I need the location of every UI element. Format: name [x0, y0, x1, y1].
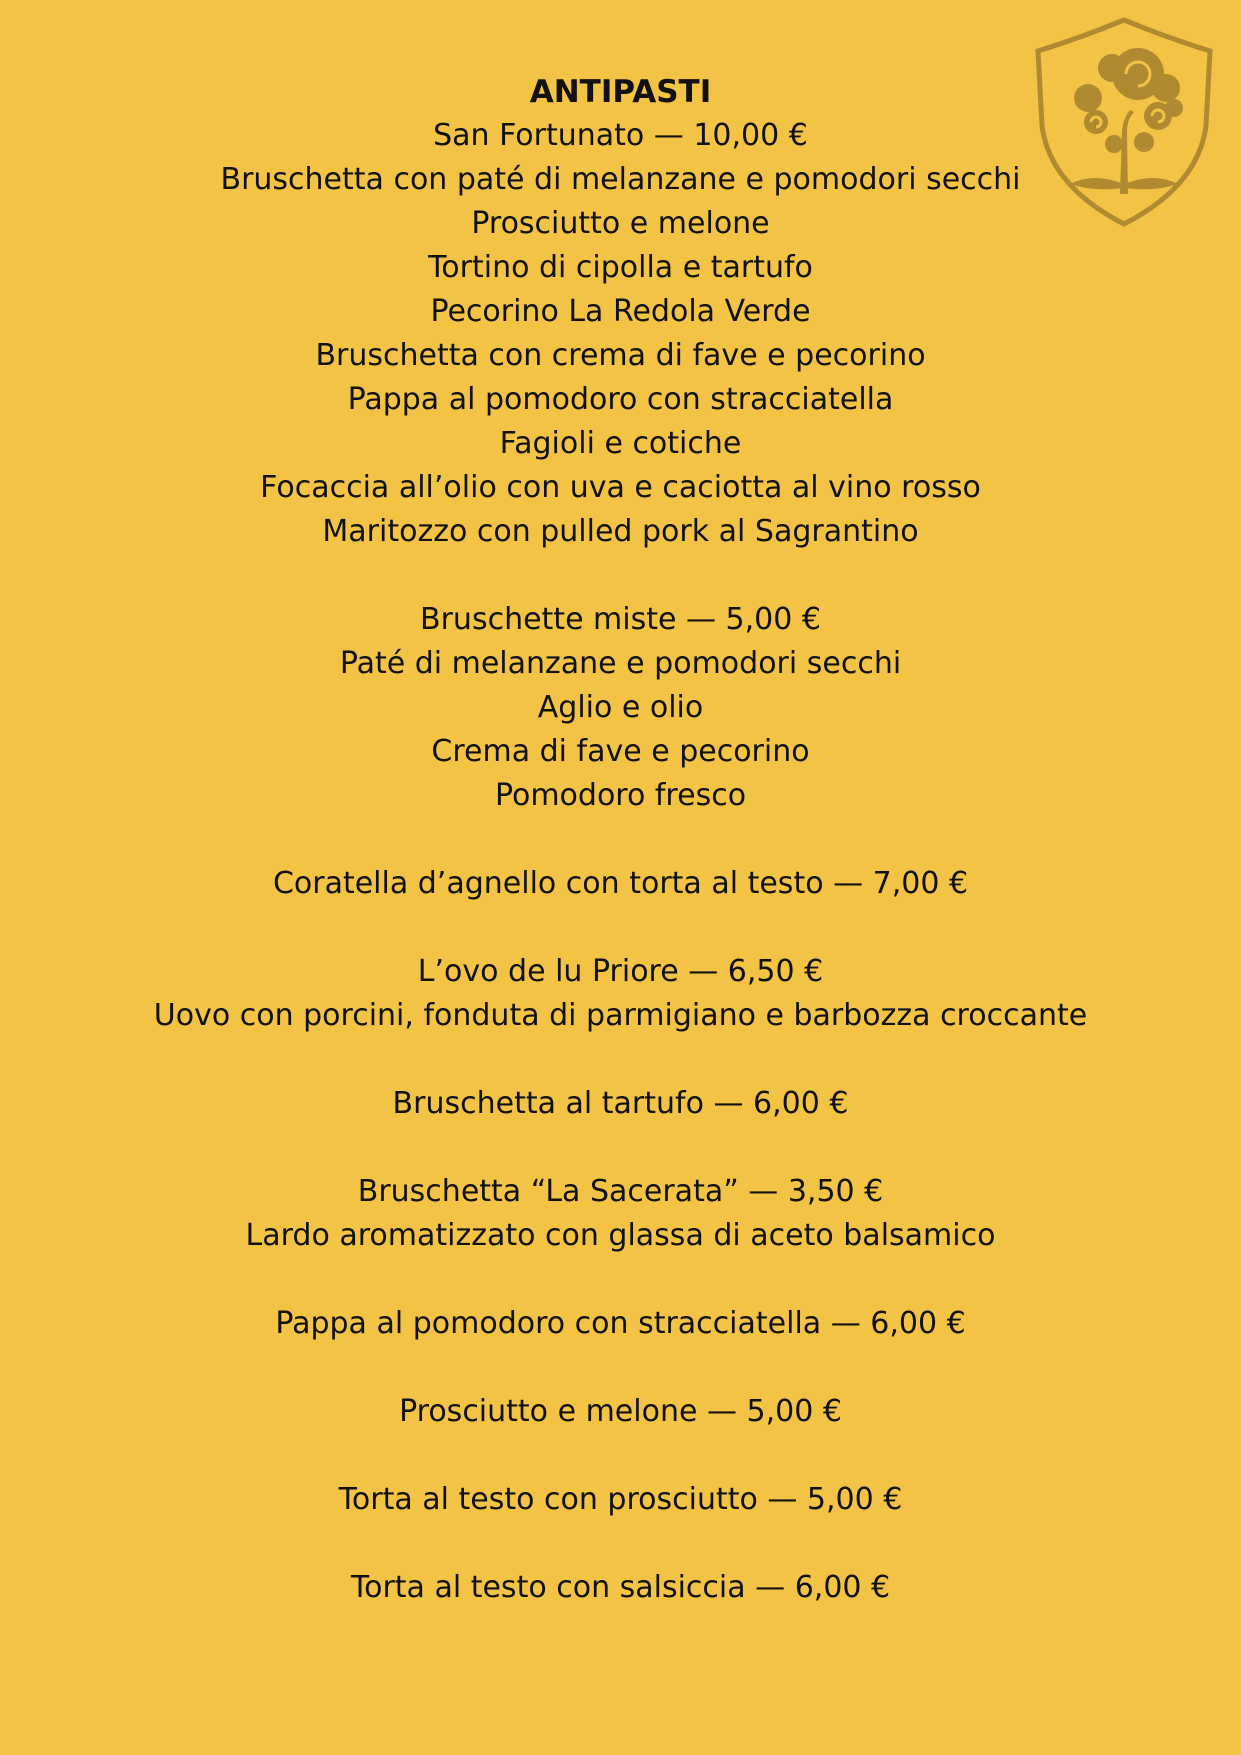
menu-body	[0, 70, 1241, 1610]
section-spacer	[0, 1434, 1241, 1478]
menu-item-heading: Bruschetta al tartufo — 6,00 €	[392, 1086, 849, 1121]
menu-item-heading: San Fortunato — 10,00 €	[433, 118, 808, 153]
menu-item-description: Paté di melanzane e pomodori secchi	[339, 646, 902, 681]
menu-item-heading: L’ovo de lu Priore — 6,50 €	[417, 954, 824, 989]
menu-item-heading: Torta al testo con salsiccia — 6,00 €	[350, 1570, 891, 1605]
section-spacer	[0, 818, 1241, 862]
menu-item-description: Uovo con porcini, fonduta di parmigiano e barbozza croccante	[153, 998, 1088, 1033]
section-spacer	[0, 1346, 1241, 1390]
menu-item-heading: Coratella d’agnello con torta al testo — 7,00 €	[272, 866, 969, 901]
section-spacer	[0, 1258, 1241, 1302]
menu-item-description: Bruschetta con crema di fave e pecorino	[315, 338, 926, 373]
section-spacer	[0, 1126, 1241, 1170]
menu-item-description: Pappa al pomodoro con stracciatella	[347, 382, 894, 417]
section-spacer	[0, 1522, 1241, 1566]
menu-item-heading: Torta al testo con prosciutto — 5,00 €	[338, 1482, 903, 1517]
section-spacer	[0, 906, 1241, 950]
menu-item-description: Prosciutto e melone	[471, 206, 770, 241]
menu-item-description: Fagioli e cotiche	[499, 426, 742, 461]
menu-item-description: Pecorino La Redola Verde	[430, 294, 811, 329]
menu-item-description: Aglio e olio	[537, 690, 704, 725]
menu-item-description: Tortino di cipolla e tartufo	[428, 250, 813, 285]
menu-item-description: Bruschetta con paté di melanzane e pomodori secchi	[220, 162, 1021, 197]
menu-item-description: Crema di fave e pecorino	[431, 734, 810, 769]
menu-item-description: Pomodoro fresco	[494, 778, 747, 813]
menu-item-heading: Bruschetta “La Sacerata” — 3,50 €	[357, 1174, 884, 1209]
menu-item-description: Lardo aromatizzato con glassa di aceto balsamico	[245, 1218, 996, 1253]
section-spacer	[0, 1038, 1241, 1082]
menu-item-description: Maritozzo con pulled pork al Sagrantino	[322, 514, 919, 549]
menu-item-description: Focaccia all’olio con uva e caciotta al vino rosso	[260, 470, 981, 505]
menu-item-heading: Bruschette miste — 5,00 €	[420, 602, 821, 637]
section-spacer	[0, 554, 1241, 598]
menu-item-heading: Pappa al pomodoro con stracciatella — 6,00 €	[275, 1306, 966, 1341]
menu-item-heading: Prosciutto e melone — 5,00 €	[399, 1394, 842, 1429]
menu-title: ANTIPASTI	[529, 74, 712, 110]
